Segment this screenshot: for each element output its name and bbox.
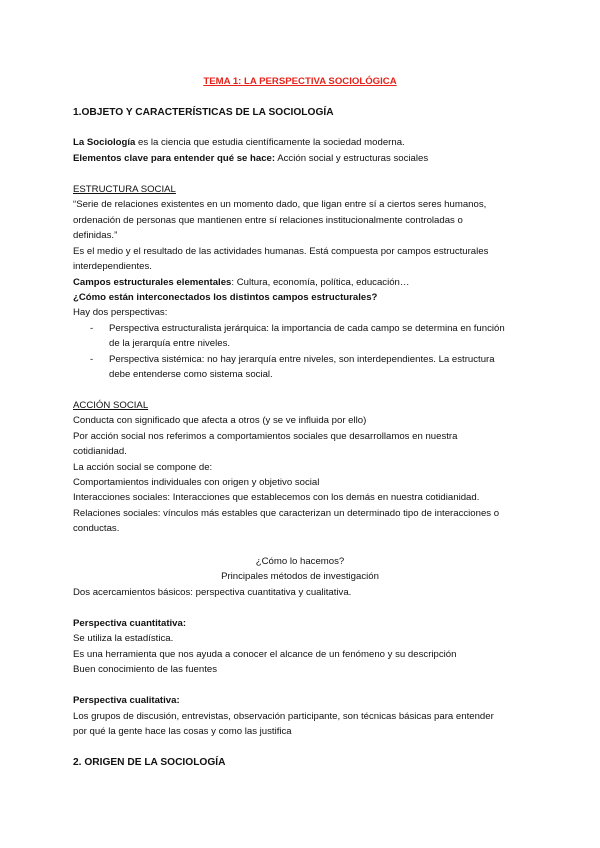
list-item-line: Perspectiva estructuralista jerárquica: la importancia de cada campo se determina en función (109, 323, 505, 334)
campos-text: : Cultura, economía, política, educación… (231, 277, 410, 288)
list-bullet: - (90, 323, 94, 334)
document-title: TEMA 1: LA PERSPECTIVA SOCIOLÓGICA (203, 76, 397, 87)
quote-line: definidas.” (73, 230, 118, 241)
accion-line: Relaciones sociales: vínculos más estables que caracterizan un determinado tipo de interacciones o (73, 508, 500, 519)
campos-term: Campos estructurales elementales (73, 277, 232, 288)
key-elements-line (73, 153, 428, 165)
cuantitativa-line: Se utiliza la estadística. (73, 633, 174, 644)
cualitativa-line: por qué la gente hace las cosas y como las justifica (73, 726, 292, 737)
list-item-line: debe entenderse como sistema social. (109, 369, 273, 380)
list-item-line: Perspectiva sistémica: no hay jerarquía entre niveles, son interdependientes. La estructura (109, 354, 495, 365)
metodos-question: ¿Cómo lo hacemos? (255, 556, 345, 567)
accion-line: Comportamientos individuales con origen y objetivo social (73, 477, 320, 488)
cualitativa-heading: Perspectiva cualitativa: (73, 695, 180, 706)
list-item-line: de la jerarquía entre niveles. (109, 338, 231, 349)
accion-heading: ACCIÓN SOCIAL (73, 400, 149, 411)
metodos-subtitle: Principales métodos de investigación (221, 571, 379, 582)
definition-text: es la ciencia que estudia científicamente la sociedad moderna. (135, 137, 405, 148)
section-2-heading: 2. ORIGEN DE LA SOCIOLOGÍA (73, 757, 226, 768)
definition-line (73, 137, 405, 149)
campos-question: ¿Cómo están interconectados los distintos campos estructurales? (73, 292, 378, 303)
estructura-heading: ESTRUCTURA SOCIAL (73, 184, 176, 195)
accion-line: La acción social se compone de: (73, 462, 213, 473)
quote-line: ordenación de personas que mantienen entre sí relaciones institucionalmente controladas o (73, 215, 463, 226)
perspectives-intro: Hay dos perspectivas: (73, 307, 168, 318)
accion-line: Por acción social nos referimos a comportamientos sociales que desarrollamos en nuestra (73, 431, 458, 442)
metodos-intro: Dos acercamientos básicos: perspectiva cuantitativa y cualitativa. (73, 587, 352, 598)
accion-line: Interacciones sociales: Interacciones que establecemos con los demás en nuestra cotidianidad. (73, 492, 480, 503)
definition-term: La Sociología (73, 137, 136, 148)
list-bullet: - (90, 354, 94, 365)
key-elements-text: Acción social y estructuras sociales (275, 153, 429, 164)
medio-line: interdependientes. (73, 261, 152, 272)
section-1-heading: 1.OBJETO Y CARACTERÍSTICAS DE LA SOCIOLOGÍA (73, 107, 334, 118)
cuantitativa-heading: Perspectiva cuantitativa: (73, 618, 187, 629)
cuantitativa-line: Buen conocimiento de las fuentes (73, 664, 217, 675)
medio-line: Es el medio y el resultado de las actividades humanas. Está compuesta por campos estructurales (73, 246, 489, 257)
campos-line (73, 277, 410, 289)
quote-line: “Serie de relaciones existentes en un momento dado, que ligan entre sí a ciertos seres humanos, (73, 199, 487, 210)
accion-line: conductas. (73, 523, 120, 534)
cuantitativa-line: Es una herramienta que nos ayuda a conocer el alcance de un fenómeno y su descripción (73, 649, 457, 660)
accion-line: cotidianidad. (73, 446, 127, 457)
accion-line: Conducta con significado que afecta a otros (y se ve influida por ello) (73, 415, 367, 426)
cualitativa-line: Los grupos de discusión, entrevistas, observación participante, son técnicas básicas para entender (73, 711, 494, 722)
key-elements-term: Elementos clave para entender qué se hace: (73, 153, 276, 164)
